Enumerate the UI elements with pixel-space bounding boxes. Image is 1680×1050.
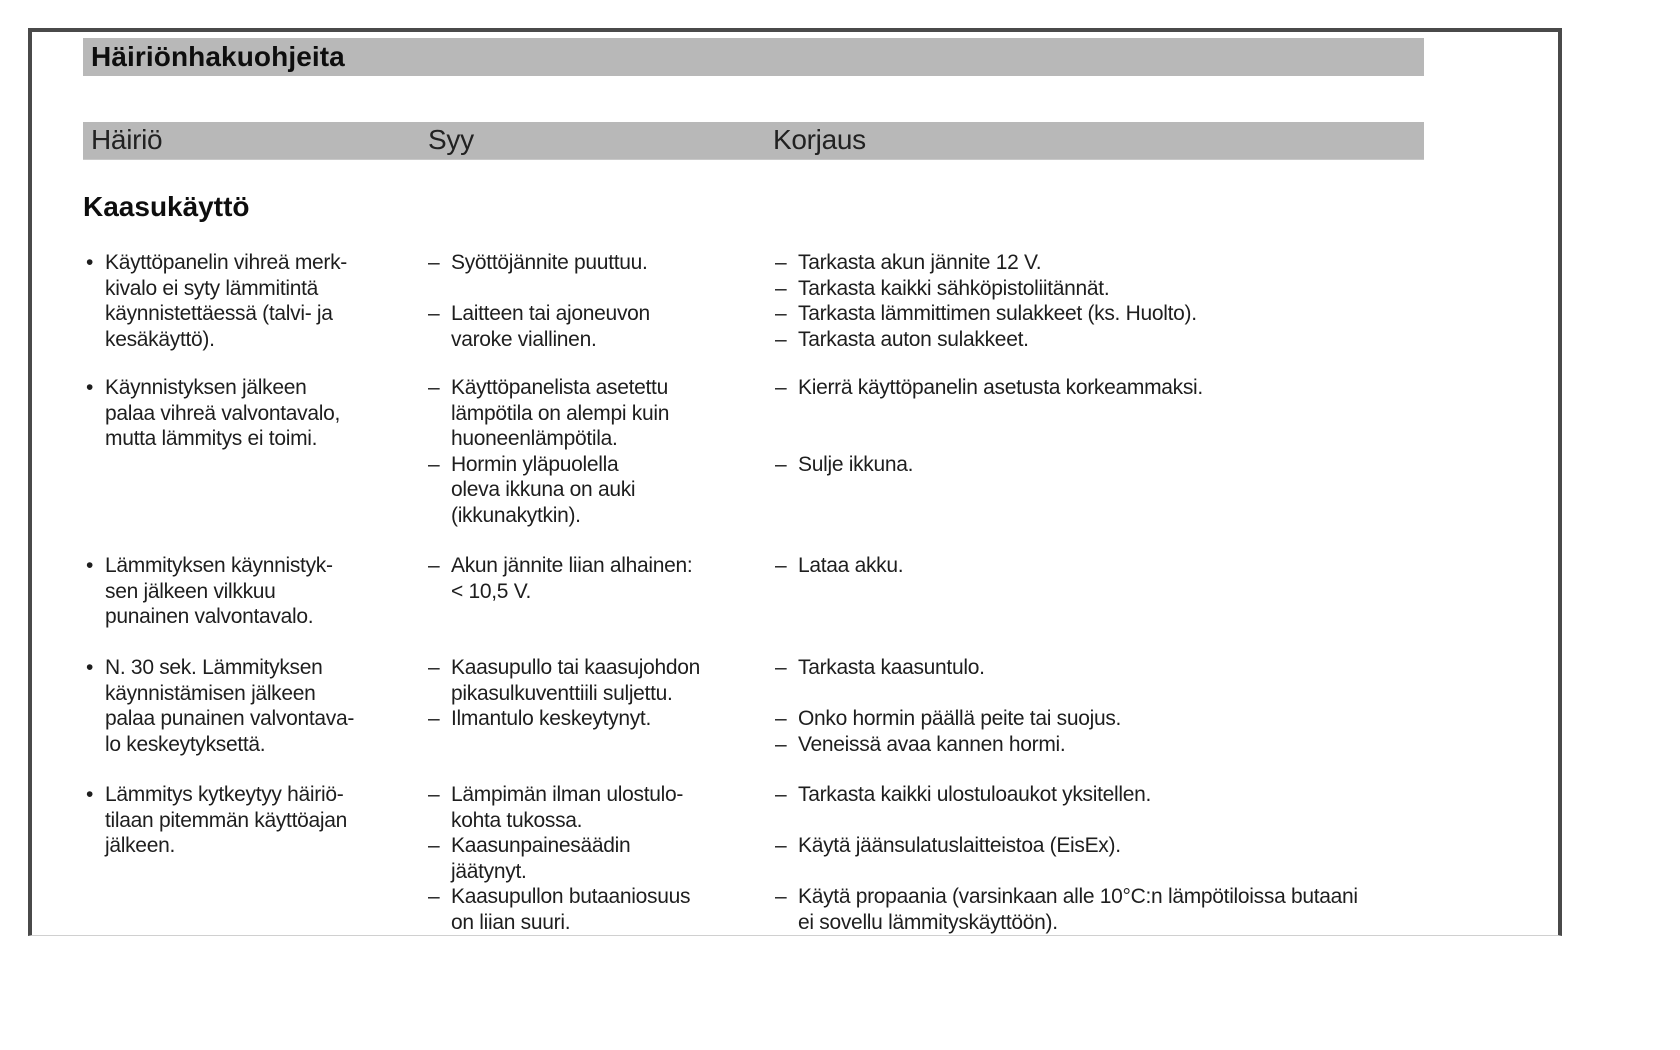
fault-line: käynnistettäessä (talvi- ja — [105, 302, 333, 325]
fix-cell-line: ei sovellu lämmityskäyttöön). — [798, 910, 1058, 934]
fault-item — [85, 553, 375, 630]
dash-marker: – — [428, 707, 440, 730]
dash-marker: – — [775, 276, 787, 300]
fault-line: Käyttöpanelin vihreä merk- — [105, 251, 347, 274]
fix-cell-item — [775, 375, 1455, 401]
dash-marker: – — [775, 885, 787, 908]
fix-cell-item — [775, 301, 1455, 327]
document-page — [28, 28, 1562, 936]
cause-cell-line: on liian suuri. — [451, 910, 571, 934]
fix-cell-item — [775, 782, 1455, 808]
fix-cell-item — [775, 276, 1455, 302]
cause-cell-line: < 10,5 V. — [451, 579, 532, 603]
cause-cell-item — [428, 452, 728, 529]
spacer — [775, 426, 1455, 452]
cause-cell-line: pikasulkuventtiili suljettu. — [451, 681, 673, 705]
cause-cell-line: Syöttöjännite puuttuu. — [451, 251, 648, 274]
bullet-marker: • — [86, 251, 94, 274]
dash-marker: – — [428, 885, 440, 908]
cause-cell — [428, 553, 728, 604]
fix-cell-line: Sulje ikkuna. — [798, 452, 914, 476]
bullet-marker: • — [86, 554, 94, 577]
cause-cell-line: oleva ikkuna on auki — [451, 478, 636, 501]
cause-cell-line: Akun jännite liian alhainen: — [451, 554, 693, 577]
spacer — [775, 401, 1455, 427]
cause-cell-line: huoneenlämpötila. — [451, 427, 618, 450]
cause-cell-line: Hormin yläpuolella — [451, 452, 619, 476]
cause-cell-item — [428, 706, 728, 732]
dash-marker: – — [428, 656, 440, 679]
dash-marker: – — [428, 834, 440, 857]
fix-cell-line: Tarkasta auton sulakkeet. — [798, 327, 1029, 351]
fix-cell-item — [775, 452, 1455, 478]
cause-cell — [428, 250, 728, 352]
fault-item — [85, 375, 375, 452]
cause-cell-line: Laitteen tai ajoneuvon — [451, 302, 650, 325]
spacer — [775, 808, 1455, 834]
fix-cell-item — [775, 884, 1455, 935]
cause-cell-item — [428, 655, 728, 706]
fault-line: kivalo ei syty lämmitintä — [105, 276, 319, 300]
fix-cell-line: Onko hormin päällä peite tai suojus. — [798, 707, 1122, 730]
title-bar — [83, 38, 1424, 76]
dash-marker: – — [775, 834, 787, 857]
fault-line: lo keskeytyksettä. — [105, 732, 266, 756]
fault-cell — [85, 375, 375, 452]
dash-marker: – — [428, 251, 440, 274]
column-header-bar — [83, 122, 1424, 160]
cause-cell-line: kohta tukossa. — [451, 808, 583, 832]
fix-cell-item — [775, 553, 1455, 579]
dash-marker: – — [428, 554, 440, 577]
fault-line: palaa vihreä valvontavalo, — [105, 401, 341, 425]
fault-line: käynnistämisen jälkeen — [105, 681, 316, 705]
fix-cell-item — [775, 732, 1455, 758]
bullet-marker: • — [86, 783, 94, 806]
cause-cell-item — [428, 833, 728, 884]
cause-cell-item — [428, 782, 728, 833]
fix-cell-item — [775, 250, 1455, 276]
fix-cell-item — [775, 327, 1455, 353]
dash-marker: – — [775, 783, 787, 806]
fix-cell-line: Käytä propaania (varsinkaan alle 10°C:n lämpötiloissa butaani — [798, 885, 1358, 908]
cause-cell-item — [428, 250, 728, 276]
cause-cell-line: Ilmantulo keskeytynyt. — [451, 707, 651, 730]
cause-cell-line: Lämpimän ilman ulostulo- — [451, 783, 684, 806]
fix-cell — [775, 655, 1455, 757]
fix-cell-item — [775, 655, 1455, 681]
column-header-fix: Korjaus — [773, 124, 866, 155]
fault-line: kesäkäyttö). — [105, 327, 215, 351]
fault-line: palaa punainen valvontava- — [105, 707, 355, 730]
bullet-marker: • — [86, 376, 94, 399]
spacer — [775, 859, 1455, 885]
dash-marker: – — [775, 707, 787, 730]
cause-cell-line: varoke viallinen. — [451, 327, 597, 351]
bullet-marker: • — [86, 656, 94, 679]
cause-cell — [428, 375, 728, 528]
fix-cell — [775, 553, 1455, 579]
fault-line: jälkeen. — [105, 834, 175, 857]
section-title: Kaasukäyttö — [83, 191, 250, 222]
dash-marker: – — [775, 554, 787, 577]
fault-line: N. 30 sek. Lämmityksen — [105, 656, 323, 679]
cause-cell — [428, 655, 728, 732]
fault-line: Lämmityksen käynnistyk- — [105, 554, 333, 577]
cause-cell-line: (ikkunakytkin). — [451, 503, 581, 527]
cause-cell-line: Kaasupullo tai kaasujohdon — [451, 656, 701, 679]
cause-cell-line: lämpötila on alempi kuin — [451, 401, 670, 425]
fault-cell — [85, 553, 375, 630]
fix-cell-line: Tarkasta kaasuntulo. — [798, 656, 985, 679]
spacer — [775, 681, 1455, 707]
dash-marker: – — [428, 452, 440, 476]
fix-cell-line: Veneissä avaa kannen hormi. — [798, 732, 1066, 756]
dash-marker: – — [775, 251, 787, 274]
fix-cell — [775, 782, 1455, 935]
fault-line: sen jälkeen vilkkuu — [105, 579, 276, 603]
fault-item — [85, 655, 375, 757]
cause-cell-line: Kaasupullon butaaniosuus — [451, 885, 691, 908]
fix-cell-item — [775, 833, 1455, 859]
fix-cell-line: Tarkasta akun jännite 12 V. — [798, 251, 1042, 274]
cause-cell-line: Käyttöpanelista asetettu — [451, 376, 668, 399]
fault-item — [85, 250, 375, 352]
cause-cell-item — [428, 301, 728, 352]
dash-marker: – — [775, 376, 787, 399]
page-title: Häiriönhakuohjeita — [91, 41, 345, 72]
fix-cell-line: Tarkasta kaikki ulostuloaukot yksitellen. — [798, 783, 1152, 806]
column-header-cause: Syy — [428, 124, 474, 155]
fix-cell-line: Tarkasta lämmittimen sulakkeet (ks. Huolto). — [798, 302, 1197, 325]
fault-cell — [85, 655, 375, 757]
dash-marker: – — [775, 452, 787, 476]
fix-cell-line: Lataa akku. — [798, 554, 904, 577]
cause-cell-item — [428, 884, 728, 935]
fault-cell — [85, 250, 375, 352]
cause-cell-line: Kaasunpainesäädin — [451, 834, 631, 857]
dash-marker: – — [775, 327, 787, 351]
cause-cell-line: jäätynyt. — [451, 859, 527, 883]
fix-cell — [775, 250, 1455, 352]
dash-marker: – — [775, 302, 787, 325]
fault-cell — [85, 782, 375, 859]
fault-line: punainen valvontavalo. — [105, 605, 314, 628]
cause-cell — [428, 782, 728, 935]
fault-item — [85, 782, 375, 859]
fix-cell-item — [775, 706, 1455, 732]
dash-marker: – — [428, 302, 440, 325]
cause-cell-item — [428, 553, 728, 604]
fix-cell-line: Tarkasta kaikki sähköpistoliitännät. — [798, 276, 1110, 300]
fault-line: Käynnistyksen jälkeen — [105, 376, 307, 399]
fault-line: tilaan pitemmän käyttöajan — [105, 808, 348, 832]
fault-line: Lämmitys kytkeytyy häiriö- — [105, 783, 344, 806]
fix-cell — [775, 375, 1455, 477]
dash-marker: – — [428, 783, 440, 806]
fix-cell-line: Käytä jäänsulatuslaitteistoa (EisEx). — [798, 834, 1121, 857]
dash-marker: – — [775, 732, 787, 756]
column-header-fault: Häiriö — [91, 124, 163, 155]
cause-cell-item — [428, 375, 728, 452]
fix-cell-line: Kierrä käyttöpanelin asetusta korkeammaksi. — [798, 376, 1203, 399]
dash-marker: – — [775, 656, 787, 679]
dash-marker: – — [428, 376, 440, 399]
spacer — [428, 276, 728, 302]
fault-line: mutta lämmitys ei toimi. — [105, 427, 318, 450]
